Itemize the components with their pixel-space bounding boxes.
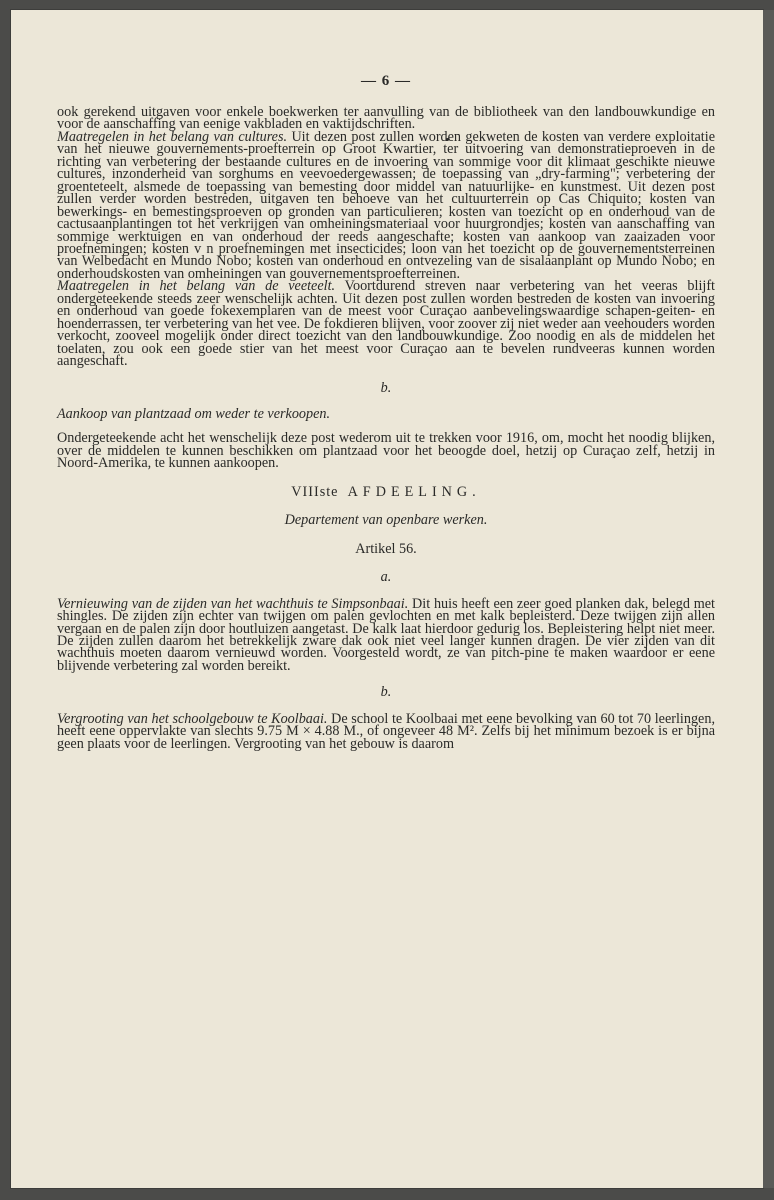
subsection-letter-b1: b. [380, 379, 392, 396]
document-page [11, 10, 763, 1188]
department-heading: Departement van openbare werken. [284, 512, 488, 529]
scan-edge [763, 10, 774, 1188]
subsection-letter-a: a. [380, 569, 392, 586]
section-word: AFDEELING. [347, 483, 481, 500]
paragraph-watchhouse-text: Dit huis heeft een zeer goed planken dak, belegd met shingles. De zijden zijn echter van twijgen om palen gevlochten en met kalk bepleisterd. Deze twijgen zijn allen vergaan en de palen zijn door houtluizen aangetast. De kalk laat hierdoor gedurig los. Bepleistering helpt niet meer. De zijden zullen daarom het betrekkelijk zware dak ook niet veel langer kunnen dragen. De vier zijden van dit wachthuis moeten daarom vernieuwd worden. Voorgesteld wordt, ze van pitch-pine te maken waardoor er eene blijvende verbetering zal worden bereikt. [57, 595, 715, 674]
paragraph-school-title: Vergrooting van het schoolgebouw te Koolbaai. [57, 710, 328, 727]
paragraph-school [57, 710, 715, 752]
subsection-letter-b2: b. [380, 684, 392, 701]
subsection-heading-seed: Aankoop van plantzaad om weder te verkoopen. [57, 405, 331, 422]
text-column [57, 72, 715, 750]
paragraph-school-text: De school te Koolbaai met eene bevolking van 60 tot 70 leerlingen, heeft eene oppervlakte van slechts 9.75 M × 4.88 M., of ongeveer 48 M². Zelfs bij het minimum bezoek is er bijna geen plaats voor de leerlingen. Vergrooting van het gebouw is daarom [57, 710, 715, 752]
section-prefix: VIIIste [291, 483, 339, 500]
paragraph-livestock-text: Voortdurend streven naar verbetering van het veeras blijft ondergeteekende steeds zeer wenschelijk achten. Uit dezen post zullen worden bestreden de kosten van invoering en onderhoud van goede fokexemplaren van de meest voor Curaçao aanbevelingswaardige schapen-geiten- en hoenderrassen, ter verbetering van het vee. De fokdieren blijven, voor zoover zij niet weder aan veehouders worden verkocht, zooveel mogelijk onder direct toezicht van den landbouwkundige. Zoo noodig en als de middelen het toelaten, zou ook een goede stier van het meest voor Curaçao aan te bevelen rundveeras kunnen worden aangeschaft. [57, 278, 715, 370]
paragraph-books-text: ook gerekend uitgaven voor enkele boekwerken ter aanvulling van de bibliotheek van den landbouwkundige en voor de aanschaffing van eenige vakbladen en vaktijdschriften. [57, 104, 715, 133]
paragraph-seed-text: Ondergeteekende acht het wenschelijk deze post wederom uit te trekken voor 1916, om, mocht het noodig blijken, over de middelen te kunnen beschikken om plantzaad voor het beoogde doel, hetzij op Curaçao zelf, hetzij in Noord-Amerika, te kunnen aankoopen. [57, 430, 715, 472]
paragraph-cultures-text: Uit dezen post zullen worden gekweten de kosten van verdere exploitatie van het nieuwe gouvernements-proefterrein op Groot Kwartier, ter uitvoering van demonstratieproeven in de richting van verbetering der bestaande cultures en de invoering van sommige voor dit klimaat geschikte nieuwe cultures, inzonderheid van sorghums en veevoedergewassen; de toepassing van „dry-farming"; verbetering der groenteteelt, alsmede de toepassing van bemesting door middel van natuurlijke- en kunstmest. Uit dezen post zullen verder worden bestreden, uitgaven ten behoeve van het cultuurterrein op Cas Chiquito; kosten van bewerkings- en bemestingsproeven op gronden van particulieren; kosten van toezicht op en onderhoud van de cactusaanplantingen tot het verkrijgen van omheiningsmateriaal voor huurgrondjes; kosten van aanschaffing van sommige werktuigen en van onderhoud der reeds aangeschafte; kosten van aankoop van zaaizaden voor proefnemingen; kosten v n proefnemingen met insecticides; loon van het toezicht op de gouvernementsterreinen van Welbedacht en Mundo Nobo; kosten van onderhoud en ontvezeling van de sisalaanplant op Mundo Nobo; en onderhoudskosten van omheiningen van gouvernementsproefterreinen. [57, 128, 715, 282]
paragraph-watchhouse-title: Vernieuwing van de zijden van het wachthuis te Simpsonbaai. [57, 595, 409, 612]
paragraph-cultures-title: Maatregelen in het belang van cultures. [57, 128, 288, 145]
page-number: — 6 — [361, 73, 411, 89]
paragraph-cultures [57, 128, 715, 282]
paragraph-watchhouse [57, 595, 715, 674]
section-heading [57, 483, 715, 500]
paragraph-seed [57, 430, 715, 472]
paragraph-livestock [57, 278, 715, 370]
paragraph-livestock-title: Maatregelen in het belang van de veeteelt. [57, 278, 336, 295]
paragraph-books [57, 106, 715, 131]
article-heading: Artikel 56. [355, 540, 417, 557]
